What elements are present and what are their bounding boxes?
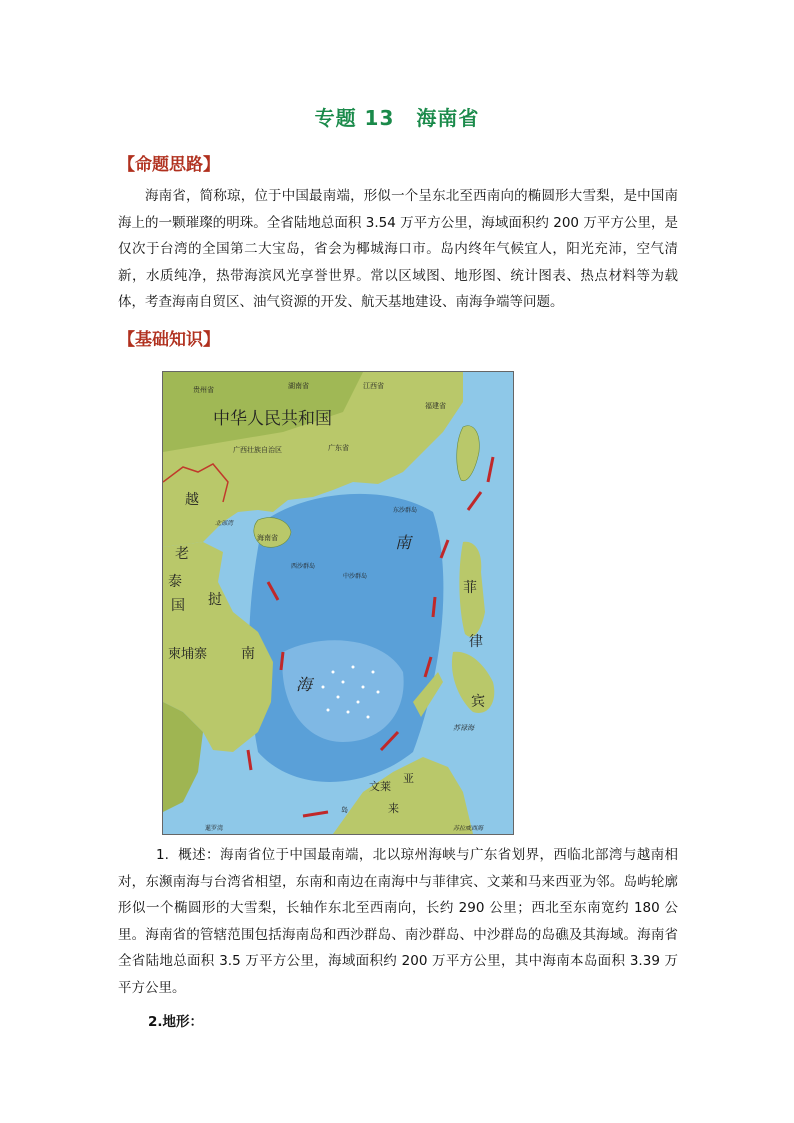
label-ya: 亚 bbox=[403, 772, 414, 785]
item1-label: 1. bbox=[156, 847, 169, 863]
label-dao: 岛 bbox=[341, 806, 348, 814]
label-jianpuzhai: 柬埔寨 bbox=[168, 647, 208, 662]
label-guangxi: 广西壮族自治区 bbox=[233, 446, 282, 454]
page-title bbox=[0, 102, 794, 131]
label-guangdong: 广东省 bbox=[328, 444, 349, 452]
item1-body: 海南省位于中国最南端，北以琼州海峡与广东省划界，西临北部湾与越南相对，东濒南海与台湾省相望，东南和南边在南海中与菲律宾、文莱和马来西亚为邻。岛屿轮廓形似一个椭圆形的大雪梨，长轴作东北至西南向，长约 290 公里；西北至东南宽约 180 公里。海南省的管辖范围包括海南岛和西沙群岛、南沙群岛、中沙群岛的岛礁及其海域。海南省全省陆地总面积 3.5 万平方公里，海域面积约 200 万平方公里，其中海南本岛面积 3.39 万平方公里。 bbox=[118, 847, 679, 996]
label-bin: 宾 bbox=[471, 694, 485, 710]
label-tai: 泰 bbox=[168, 574, 182, 590]
label-hai-sea: 海 bbox=[296, 675, 313, 694]
label-zhongsha: 中沙群岛 bbox=[343, 573, 368, 580]
label-fujian: 福建省 bbox=[425, 402, 446, 410]
section-heading-jichu: 【基础知识】 bbox=[118, 330, 220, 350]
label-fei: 菲 bbox=[463, 580, 477, 596]
section-body-mingti: 海南省，简称琼，位于中国最南端，形似一个呈东北至西南向的椭圆形大雪梨，是中国南海上的一颗璀璨的明珠。全省陆地总面积 3.54 万平方公里，海域面积约 200 万平方公里，是仅次于台湾的全国第二大宝岛，省会为椰城海口市。岛内终年气候宜人，阳光充沛，空气清新，水质纯净，热带海滨风光享誉世界。常以区域图、地形图、统计图表、热点材料等为载体，考查海南自贸区、油气资源的开发、航天基地建设、南海争端等问题。 bbox=[118, 188, 678, 310]
label-hainan: 海南省 bbox=[257, 534, 278, 542]
label-beibu: 北部湾 bbox=[215, 520, 234, 527]
label-hunan: 湖南省 bbox=[288, 382, 309, 390]
item1-title: 概述： bbox=[178, 847, 220, 863]
label-yue: 越 bbox=[185, 492, 199, 508]
label-gulf: 暹罗湾 bbox=[205, 825, 224, 832]
label-wenlai: 文莱 bbox=[369, 780, 391, 793]
label-malai: 来 bbox=[388, 802, 399, 815]
title-name: 海南省 bbox=[416, 106, 480, 130]
label-prc: 中华人民共和国 bbox=[213, 409, 332, 429]
label-nan-sea: 南 bbox=[395, 533, 412, 552]
label-lv: 律 bbox=[469, 634, 483, 650]
label-sulu: 苏禄海 bbox=[453, 724, 474, 732]
label-dongsha: 东沙群岛 bbox=[393, 507, 418, 514]
label-jiangxi: 江西省 bbox=[363, 382, 384, 390]
item2-label: 2.地形： bbox=[148, 1014, 204, 1030]
label-guo: 国 bbox=[171, 598, 185, 614]
label-xisha: 西沙群岛 bbox=[291, 563, 316, 570]
label-zhao: 挝 bbox=[208, 592, 222, 608]
south-china-sea-map bbox=[162, 371, 514, 835]
section-heading-mingti: 【命题思路】 bbox=[118, 155, 220, 175]
label-nan-vn: 南 bbox=[241, 646, 255, 662]
label-sulawesi: 苏拉威西海 bbox=[453, 825, 484, 832]
label-guizhou: 贵州省 bbox=[193, 386, 214, 394]
title-number: 专题 13 bbox=[314, 106, 395, 130]
item1-paragraph bbox=[118, 842, 678, 1001]
label-lao: 老 bbox=[175, 546, 189, 562]
